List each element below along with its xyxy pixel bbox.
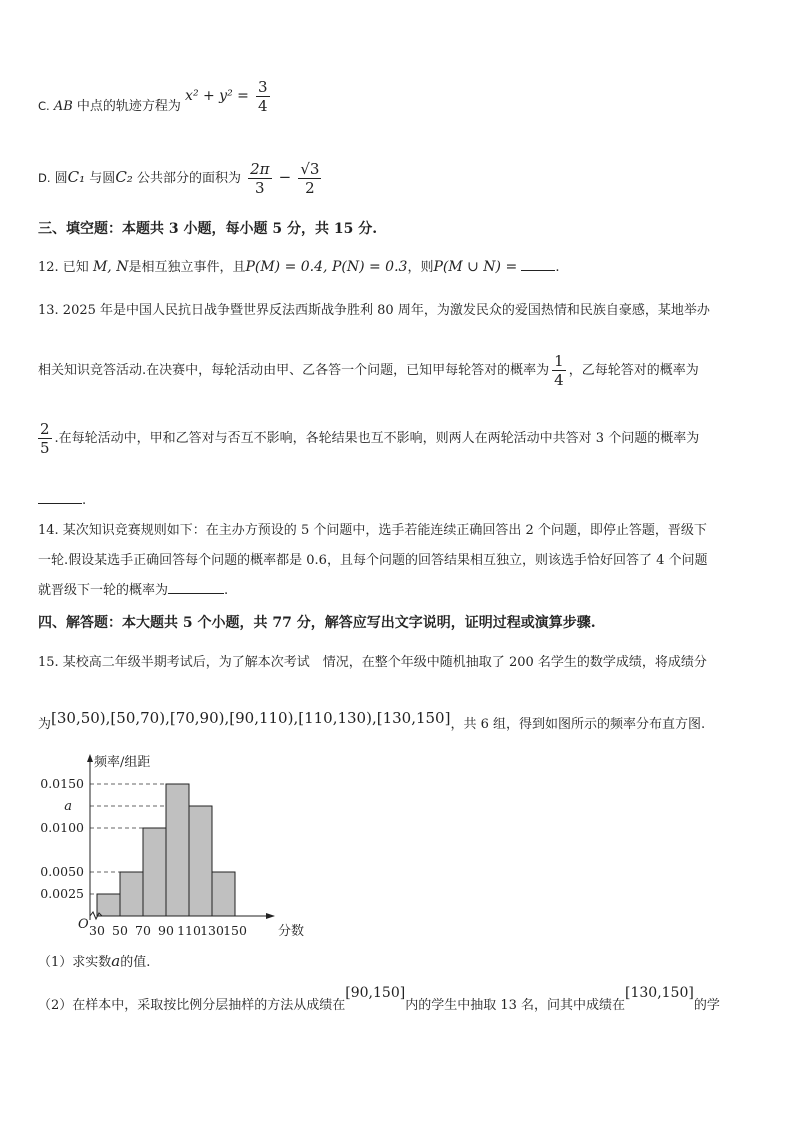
origin-label: O: [78, 917, 89, 932]
histogram-bar: [143, 828, 166, 916]
option-d: [38, 160, 764, 197]
y-tick-label: 0.0025: [40, 886, 84, 901]
histogram-bar: [189, 806, 212, 916]
option-d-fraction-1: $\frac{2\pi}{3}$: [250, 160, 270, 197]
option-c-text: 中点的轨迹方程为: [72, 99, 186, 114]
x-tick-label: 110: [177, 923, 201, 938]
x-tick-label: 90: [158, 923, 174, 938]
option-c-fraction: $\frac{3}{4}$: [258, 78, 268, 115]
q14-end: .: [224, 583, 229, 598]
q13-end: .: [82, 493, 87, 508]
q13-fraction-2: $\frac{2}{5}$: [40, 420, 50, 457]
q13-line-4: [38, 490, 764, 512]
q14-answer-blank: [168, 593, 224, 594]
x-tick-label: 50: [112, 923, 128, 938]
section-4-heading: 四、解答题：本大题共 5 个小题，共 77 分，解答应写出文字说明，证明过程或演算步骤.: [38, 615, 596, 631]
q13-line-3-text: .在每轮活动中，甲和乙答对与否互不影响，各轮结果也互不影响，则两人在两轮活动中共答对 3 个问题的概率为: [54, 431, 700, 446]
x-tick-label: 30: [89, 923, 105, 938]
x-tick-label: 150: [223, 923, 247, 938]
x-axis-title: 分数: [278, 924, 305, 939]
q13-answer-blank: [38, 503, 82, 504]
option-c-label: C.: [38, 99, 50, 113]
y-tick-label: 0.0100: [40, 820, 84, 835]
q15-line-2: [38, 709, 764, 736]
q12-ask: P(M ∪ N) =: [433, 259, 518, 275]
q14-line-2: 一轮.假设某选手正确回答每个问题的概率都是 0.6，且每个问题的回答结果相互独立，则该选手恰好回答了 4 个问题: [38, 553, 708, 568]
q15-sub-1-var: a: [111, 952, 121, 970]
x-axis-arrow: [266, 913, 275, 919]
q12-prefix: 12. 已知: [38, 260, 89, 275]
y-axis-arrow: [87, 754, 93, 762]
y-tick-label: a: [64, 799, 72, 814]
q15-sub-2-a: （2）在样本中，采取按比例分层抽样的方法从成绩在: [38, 998, 346, 1013]
q15-sub-2-c: 的学: [693, 998, 720, 1013]
q15-line-2-post: ，共 6 组，得到如图所示的频率分布直方图.: [450, 717, 706, 732]
x-tick-label: 130: [200, 923, 224, 938]
histogram-bar: [166, 784, 189, 916]
q15-sub-1-pre: （1）求实数: [38, 955, 112, 970]
section-3-heading: 三、填空题：本题共 3 小题，每小题 5 分，共 15 分.: [38, 221, 378, 237]
q15-intervals: [30,50),[50,70),[70,90),[90,110),[110,130),[130,150]: [51, 709, 451, 727]
circle-c1: C₁: [67, 168, 86, 186]
histogram-bars: [97, 784, 235, 916]
q15-sub-1-post: 的值.: [120, 955, 151, 970]
q13-line-3: [38, 420, 764, 457]
option-c-equation: x² + y² =: [185, 88, 249, 104]
q15-sub-2-b: 内的学生中抽取 13 名，问其中成绩在: [405, 998, 626, 1013]
q13-line-1: 13. 2025 年是中国人民抗日战争暨世界反法西斯战争胜利 80 周年，为激发民众的爱国热情和民族自豪感，某地举办: [38, 303, 710, 318]
q15-sub-2-interval-1: [90,150]: [345, 985, 406, 1001]
frequency-histogram: [38, 748, 358, 948]
option-d-mid: 与圆: [85, 171, 116, 186]
question-12: [38, 256, 764, 279]
q13-line-2b-text: ，乙每轮答对的概率为: [568, 363, 699, 378]
option-c-segment: AB: [53, 99, 73, 114]
q13-line-2-text: 相关知识竞答活动.在决赛中，每轮活动由甲、乙各答一个问题，已知甲每轮答对的概率为: [38, 363, 550, 378]
q15-line-1: 15. 某校高二年级半期考试后，为了解本次考试 情况，在整个年级中随机抽取了 200 名学生的数学成绩，将成绩分: [38, 655, 707, 670]
option-c: [38, 78, 764, 125]
q12-math: P(M) = 0.4, P(N) = 0.3: [245, 259, 408, 275]
q13-fraction-1: $\frac{1}{4}$: [554, 352, 564, 389]
q12-answer-blank: [521, 270, 555, 271]
q12-then: ，则: [407, 260, 434, 275]
q14-line-3: [38, 580, 764, 602]
circle-c2: C₂: [115, 168, 133, 186]
option-d-text: 公共部分的面积为: [132, 171, 241, 186]
q12-text: 是相互独立事件，且: [128, 260, 246, 275]
option-d-fraction-2: $\frac{√3}{2}$: [300, 160, 320, 197]
y-tick-label: 0.0150: [40, 776, 84, 791]
q15-sub-2: [38, 985, 764, 1017]
q12-end: .: [555, 260, 560, 275]
q14-line-3-text: 就晋级下一轮的概率为: [38, 583, 169, 598]
histogram-bar: [212, 872, 235, 916]
x-tick-label: 70: [135, 923, 151, 938]
q13-line-2: [38, 352, 764, 389]
q14-line-1: 14. 某次知识竞赛规则如下：在主办方预设的 5 个问题中，选手若能连续正确回答出 2 个问题，即停止答题，晋级下: [38, 523, 707, 538]
q15-sub-2-interval-2: [130,150]: [625, 985, 694, 1001]
option-d-label: D.: [38, 171, 51, 185]
minus-sign: −: [278, 168, 292, 186]
histogram-bar: [120, 872, 143, 916]
option-d-circle-word: 圆: [54, 171, 68, 186]
q15-sub-1: [38, 950, 764, 974]
q12-vars: M, N: [92, 259, 129, 275]
histogram-bar: [97, 894, 120, 916]
y-tick-label: 0.0050: [40, 864, 84, 879]
q15-line-2-pre: 为: [38, 717, 52, 732]
y-axis-title: 频率/组距: [94, 755, 151, 770]
